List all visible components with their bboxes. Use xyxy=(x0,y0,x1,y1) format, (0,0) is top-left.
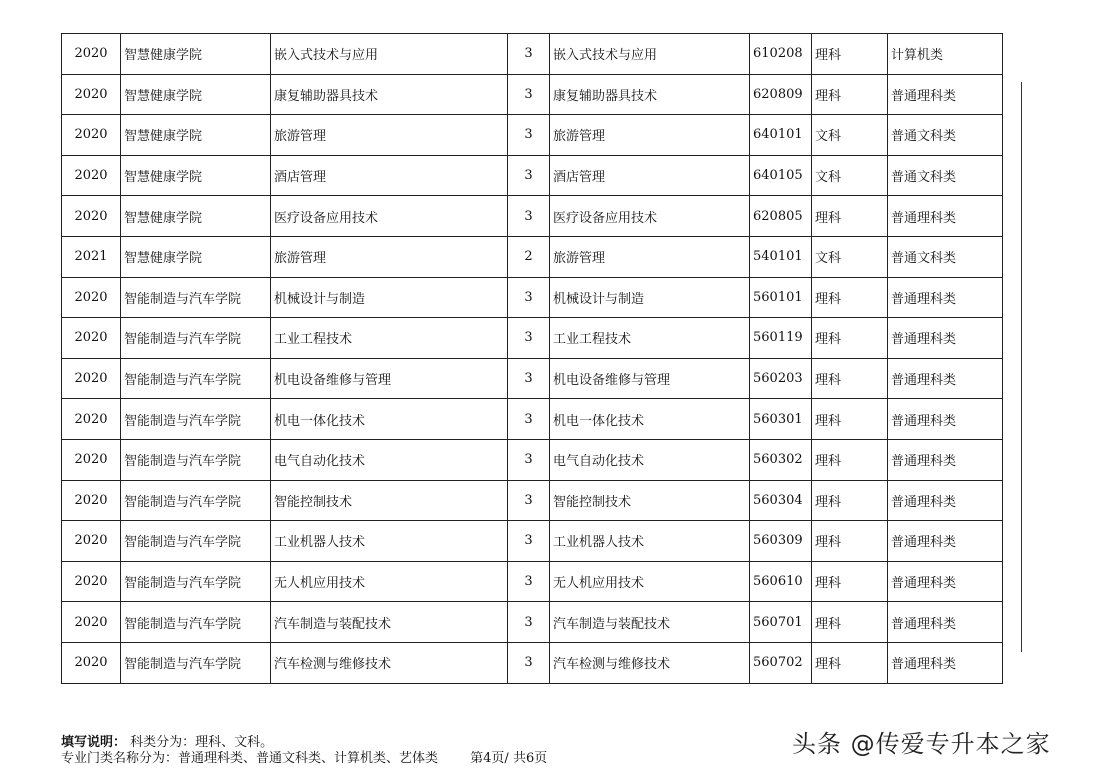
registered-major-cell: 机电设备维修与管理 xyxy=(550,358,750,399)
table-row xyxy=(62,439,1003,480)
registered-major-cell: 汽车制造与装配技术 xyxy=(550,602,750,643)
major-code-cell: 560101 xyxy=(750,277,812,318)
major-cell: 电气自动化技术 xyxy=(271,439,508,480)
year-cell: 2020 xyxy=(62,277,121,318)
major-cell: 汽车检测与维修技术 xyxy=(271,642,508,683)
year-cell: 2020 xyxy=(62,561,121,602)
major-code-cell: 560701 xyxy=(750,602,812,643)
study-length-cell: 3 xyxy=(508,74,550,115)
subject-type-cell: 理科 xyxy=(812,74,888,115)
major-code-cell: 560119 xyxy=(750,318,812,359)
major-code-cell: 560301 xyxy=(750,399,812,440)
major-code-cell: 640101 xyxy=(750,115,812,156)
major-code-cell: 610208 xyxy=(750,34,812,75)
major-cell: 机电一体化技术 xyxy=(271,399,508,440)
category-cell: 普通理科类 xyxy=(888,196,1003,237)
fill-instructions xyxy=(61,735,547,767)
notes-category-types: 专业门类名称分为：普通理科类、普通文科类、计算机类、艺体类 xyxy=(61,751,439,766)
notes-label: 填写说明： xyxy=(61,735,127,750)
table-row xyxy=(62,399,1003,440)
table-row xyxy=(62,642,1003,683)
study-length-cell: 3 xyxy=(508,561,550,602)
major-cell: 旅游管理 xyxy=(271,115,508,156)
table-row xyxy=(62,236,1003,277)
registered-major-cell: 机械设计与制造 xyxy=(550,277,750,318)
college-cell: 智能制造与汽车学院 xyxy=(121,480,271,521)
table-row xyxy=(62,74,1003,115)
notes-subject-types: 科类分为：理科、文科。 xyxy=(130,735,274,750)
category-cell: 普通理科类 xyxy=(888,602,1003,643)
college-cell: 智慧健康学院 xyxy=(121,236,271,277)
majors-table xyxy=(61,33,1003,684)
year-cell: 2020 xyxy=(62,155,121,196)
subject-type-cell: 理科 xyxy=(812,602,888,643)
registered-major-cell: 工业机器人技术 xyxy=(550,521,750,562)
major-code-cell: 560304 xyxy=(750,480,812,521)
year-cell: 2021 xyxy=(62,236,121,277)
registered-major-cell: 医疗设备应用技术 xyxy=(550,196,750,237)
table-row xyxy=(62,480,1003,521)
year-cell: 2020 xyxy=(62,34,121,75)
year-cell: 2020 xyxy=(62,115,121,156)
college-cell: 智能制造与汽车学院 xyxy=(121,277,271,318)
watermark: 头条 @传爱专升本之家 xyxy=(792,730,1051,758)
table-row xyxy=(62,602,1003,643)
category-cell: 普通文科类 xyxy=(888,236,1003,277)
category-cell: 普通理科类 xyxy=(888,318,1003,359)
year-cell: 2020 xyxy=(62,358,121,399)
registered-major-cell: 智能控制技术 xyxy=(550,480,750,521)
table-row xyxy=(62,115,1003,156)
college-cell: 智慧健康学院 xyxy=(121,196,271,237)
study-length-cell: 3 xyxy=(508,196,550,237)
major-cell: 工业工程技术 xyxy=(271,318,508,359)
registered-major-cell: 汽车检测与维修技术 xyxy=(550,642,750,683)
study-length-cell: 3 xyxy=(508,34,550,75)
category-cell: 普通理科类 xyxy=(888,277,1003,318)
study-length-cell: 2 xyxy=(508,236,550,277)
category-cell: 普通文科类 xyxy=(888,115,1003,156)
page-indicator: 第4页/ 共6页 xyxy=(470,751,548,766)
subject-type-cell: 理科 xyxy=(812,521,888,562)
study-length-cell: 3 xyxy=(508,318,550,359)
registered-major-cell: 机电一体化技术 xyxy=(550,399,750,440)
category-cell: 普通理科类 xyxy=(888,480,1003,521)
registered-major-cell: 旅游管理 xyxy=(550,236,750,277)
college-cell: 智能制造与汽车学院 xyxy=(121,602,271,643)
study-length-cell: 3 xyxy=(508,115,550,156)
college-cell: 智能制造与汽车学院 xyxy=(121,358,271,399)
college-cell: 智能制造与汽车学院 xyxy=(121,642,271,683)
table-row xyxy=(62,358,1003,399)
registered-major-cell: 旅游管理 xyxy=(550,115,750,156)
category-cell: 普通理科类 xyxy=(888,561,1003,602)
subject-type-cell: 理科 xyxy=(812,399,888,440)
registered-major-cell: 酒店管理 xyxy=(550,155,750,196)
table-row xyxy=(62,318,1003,359)
year-cell: 2020 xyxy=(62,439,121,480)
major-code-cell: 560203 xyxy=(750,358,812,399)
table-row xyxy=(62,561,1003,602)
major-code-cell: 620805 xyxy=(750,196,812,237)
subject-type-cell: 理科 xyxy=(812,439,888,480)
subject-type-cell: 理科 xyxy=(812,480,888,521)
registered-major-cell: 工业工程技术 xyxy=(550,318,750,359)
college-cell: 智慧健康学院 xyxy=(121,74,271,115)
category-cell: 普通文科类 xyxy=(888,155,1003,196)
subject-type-cell: 理科 xyxy=(812,277,888,318)
major-cell: 机电设备维修与管理 xyxy=(271,358,508,399)
major-code-cell: 560610 xyxy=(750,561,812,602)
subject-type-cell: 理科 xyxy=(812,561,888,602)
major-cell: 无人机应用技术 xyxy=(271,561,508,602)
year-cell: 2020 xyxy=(62,318,121,359)
college-cell: 智能制造与汽车学院 xyxy=(121,439,271,480)
category-cell: 普通理科类 xyxy=(888,358,1003,399)
major-code-cell: 620809 xyxy=(750,74,812,115)
year-cell: 2020 xyxy=(62,196,121,237)
subject-type-cell: 理科 xyxy=(812,318,888,359)
registered-major-cell: 嵌入式技术与应用 xyxy=(550,34,750,75)
category-cell: 普通理科类 xyxy=(888,399,1003,440)
study-length-cell: 3 xyxy=(508,521,550,562)
college-cell: 智慧健康学院 xyxy=(121,155,271,196)
subject-type-cell: 文科 xyxy=(812,115,888,156)
subject-type-cell: 理科 xyxy=(812,358,888,399)
major-cell: 医疗设备应用技术 xyxy=(271,196,508,237)
table-row xyxy=(62,277,1003,318)
category-cell: 普通理科类 xyxy=(888,521,1003,562)
major-code-cell: 540101 xyxy=(750,236,812,277)
subject-type-cell: 文科 xyxy=(812,155,888,196)
college-cell: 智慧健康学院 xyxy=(121,34,271,75)
college-cell: 智能制造与汽车学院 xyxy=(121,399,271,440)
study-length-cell: 3 xyxy=(508,439,550,480)
study-length-cell: 3 xyxy=(508,277,550,318)
study-length-cell: 3 xyxy=(508,399,550,440)
year-cell: 2020 xyxy=(62,602,121,643)
major-code-cell: 560309 xyxy=(750,521,812,562)
category-cell: 普通理科类 xyxy=(888,642,1003,683)
margin-rule xyxy=(1021,82,1022,652)
table-row xyxy=(62,155,1003,196)
major-cell: 机械设计与制造 xyxy=(271,277,508,318)
registered-major-cell: 康复辅助器具技术 xyxy=(550,74,750,115)
study-length-cell: 3 xyxy=(508,642,550,683)
study-length-cell: 3 xyxy=(508,155,550,196)
subject-type-cell: 理科 xyxy=(812,196,888,237)
major-cell: 嵌入式技术与应用 xyxy=(271,34,508,75)
registered-major-cell: 无人机应用技术 xyxy=(550,561,750,602)
category-cell: 计算机类 xyxy=(888,34,1003,75)
registered-major-cell: 电气自动化技术 xyxy=(550,439,750,480)
major-cell: 旅游管理 xyxy=(271,236,508,277)
year-cell: 2020 xyxy=(62,642,121,683)
study-length-cell: 3 xyxy=(508,358,550,399)
category-cell: 普通理科类 xyxy=(888,74,1003,115)
year-cell: 2020 xyxy=(62,399,121,440)
major-code-cell: 560302 xyxy=(750,439,812,480)
table-row xyxy=(62,521,1003,562)
table-row xyxy=(62,196,1003,237)
major-cell: 酒店管理 xyxy=(271,155,508,196)
college-cell: 智慧健康学院 xyxy=(121,115,271,156)
college-cell: 智能制造与汽车学院 xyxy=(121,318,271,359)
major-code-cell: 640105 xyxy=(750,155,812,196)
major-cell: 智能控制技术 xyxy=(271,480,508,521)
subject-type-cell: 理科 xyxy=(812,642,888,683)
subject-type-cell: 文科 xyxy=(812,236,888,277)
study-length-cell: 3 xyxy=(508,480,550,521)
college-cell: 智能制造与汽车学院 xyxy=(121,561,271,602)
major-cell: 汽车制造与装配技术 xyxy=(271,602,508,643)
year-cell: 2020 xyxy=(62,480,121,521)
subject-type-cell: 理科 xyxy=(812,34,888,75)
table-row xyxy=(62,34,1003,75)
major-cell: 工业机器人技术 xyxy=(271,521,508,562)
year-cell: 2020 xyxy=(62,74,121,115)
college-cell: 智能制造与汽车学院 xyxy=(121,521,271,562)
study-length-cell: 3 xyxy=(508,602,550,643)
category-cell: 普通理科类 xyxy=(888,439,1003,480)
major-code-cell: 560702 xyxy=(750,642,812,683)
major-cell: 康复辅助器具技术 xyxy=(271,74,508,115)
year-cell: 2020 xyxy=(62,521,121,562)
